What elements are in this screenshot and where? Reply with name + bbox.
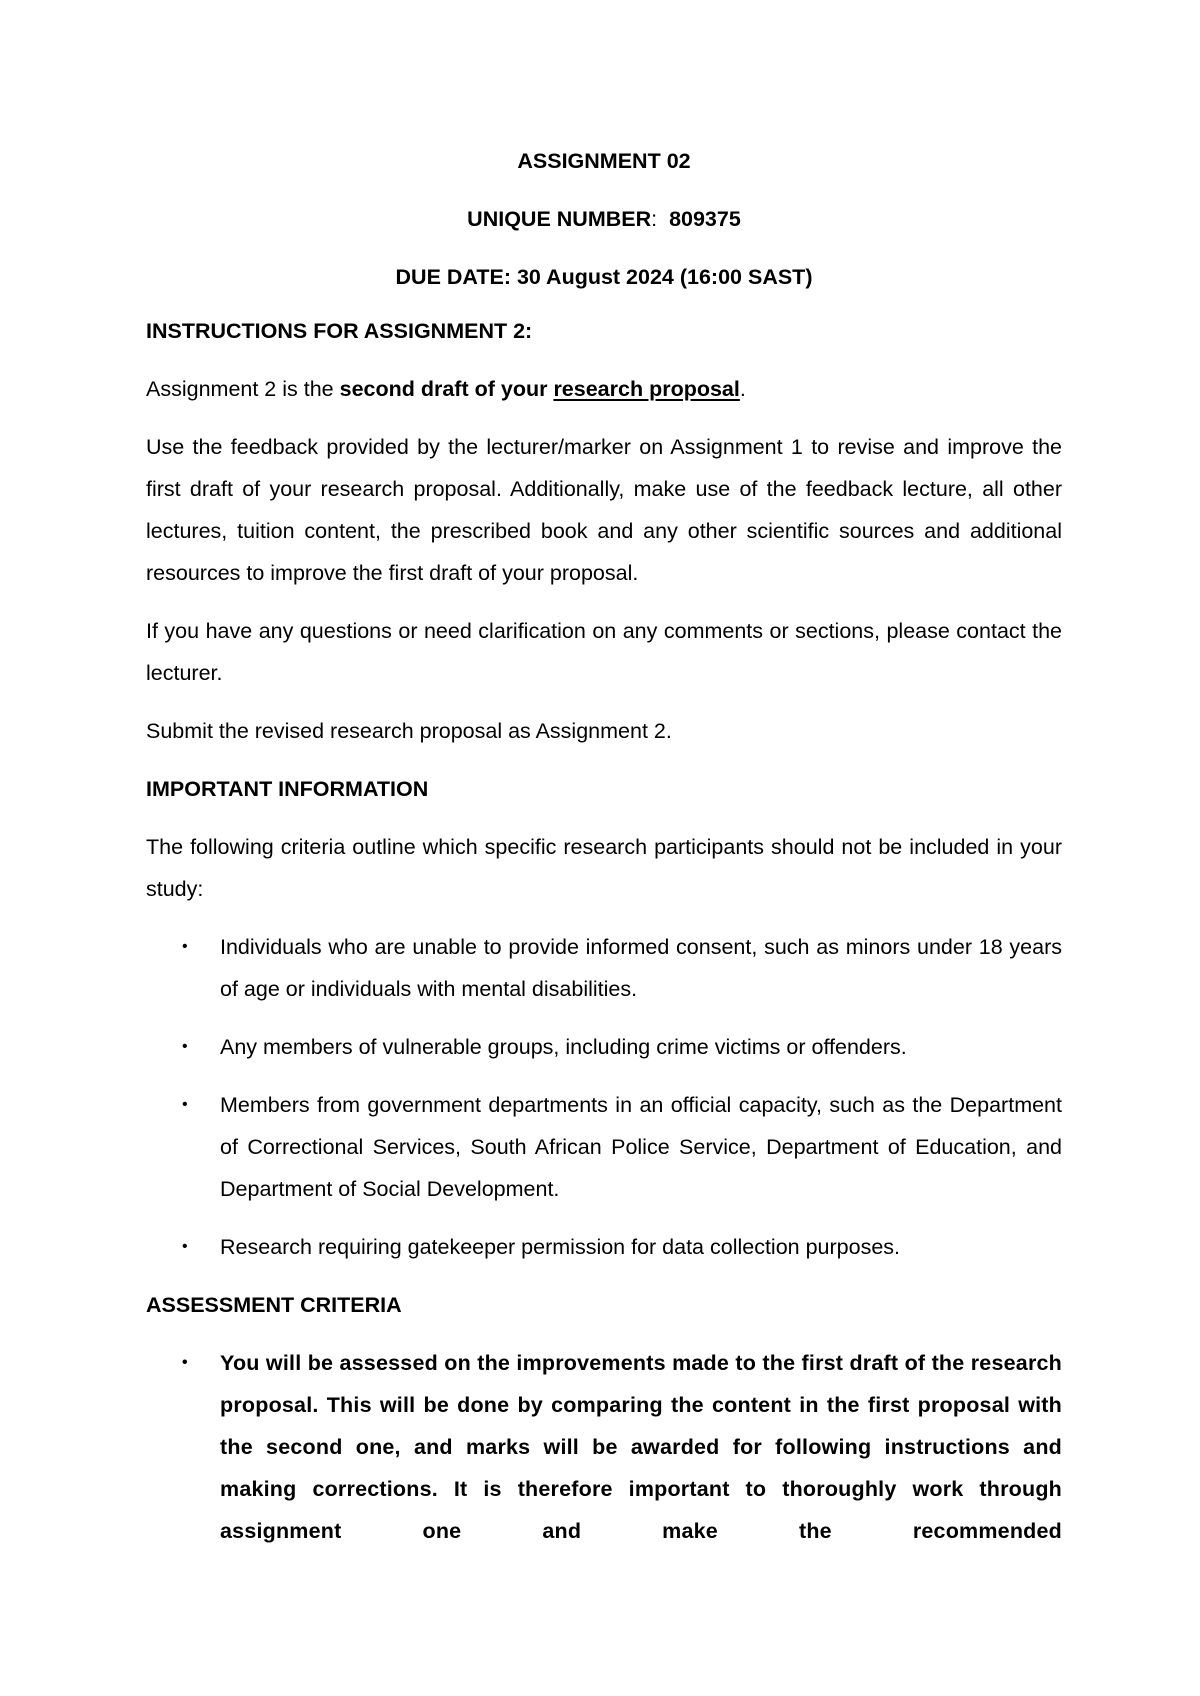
list-item-text: Individuals who are unable to provide informed consent, such as minors under 18 years of age or individuals with mental disabilities.	[220, 935, 1062, 1001]
list-item	[146, 926, 1062, 1010]
intro-underlined: research proposal	[553, 377, 740, 401]
bullet-icon: •	[182, 1354, 188, 1371]
list-item-text: You will be assessed on the improvements made to the first draft of the research proposal. This will be done by comparing the content in the first proposal with the second one, and marks will be awarded for following instructions and making corrections. It is therefore important to thoroughly work through assignment one and make the recommended	[220, 1351, 1062, 1543]
bullet-icon: •	[182, 938, 188, 955]
instructions-paragraph-1: Use the feedback provided by the lecturer/marker on Assignment 1 to revise and improve the first draft of your research proposal. Additionally, make use of the feedback lecture, all other lectures, tuition content, the prescribed book and any other scientific sources and additional resources to improve the first draft of your proposal.	[146, 435, 1062, 585]
unique-number-separator: :	[651, 207, 658, 231]
instructions-paragraph-2: If you have any questions or need clarification on any comments or sections, please contact the lecturer.	[146, 619, 1062, 685]
bullet-icon: •	[182, 1238, 188, 1255]
assessment-heading: ASSESSMENT CRITERIA	[146, 1293, 402, 1317]
instructions-paragraph-3: Submit the revised research proposal as Assignment 2.	[146, 719, 672, 743]
important-intro: The following criteria outline which specific research participants should not be included in your study:	[146, 835, 1062, 901]
list-item-text: Research requiring gatekeeper permission for data collection purposes.	[220, 1235, 901, 1259]
bullet-icon: •	[182, 1038, 188, 1055]
instructions-intro	[146, 368, 1062, 410]
intro-suffix: .	[739, 377, 746, 401]
bullet-icon: •	[182, 1096, 188, 1113]
unique-number-line	[146, 198, 1062, 240]
due-date: DUE DATE: 30 August 2024 (16:00 SAST)	[395, 265, 813, 289]
document-page	[146, 140, 1062, 1568]
unique-number-label: UNIQUE NUMBER	[467, 207, 652, 231]
assessment-list	[146, 1342, 1062, 1552]
list-item-text: Members from government departments in an official capacity, such as the Department of Correctional Services, South African Police Service, Department of Education, and Department of Social Development.	[220, 1093, 1062, 1201]
exclusion-list	[146, 926, 1062, 1268]
list-item	[146, 1084, 1062, 1210]
instructions-heading: INSTRUCTIONS FOR ASSIGNMENT 2:	[146, 319, 533, 343]
list-item	[146, 1226, 1062, 1268]
list-item	[146, 1026, 1062, 1068]
important-heading: IMPORTANT INFORMATION	[146, 777, 429, 801]
assignment-title: ASSIGNMENT 02	[517, 149, 691, 173]
intro-bold: second draft of your	[339, 377, 554, 401]
unique-number-value: 809375	[669, 207, 741, 231]
intro-prefix: Assignment 2 is the	[146, 377, 340, 401]
list-item	[146, 1342, 1062, 1552]
list-item-text: Any members of vulnerable groups, including crime victims or offenders.	[220, 1035, 907, 1059]
